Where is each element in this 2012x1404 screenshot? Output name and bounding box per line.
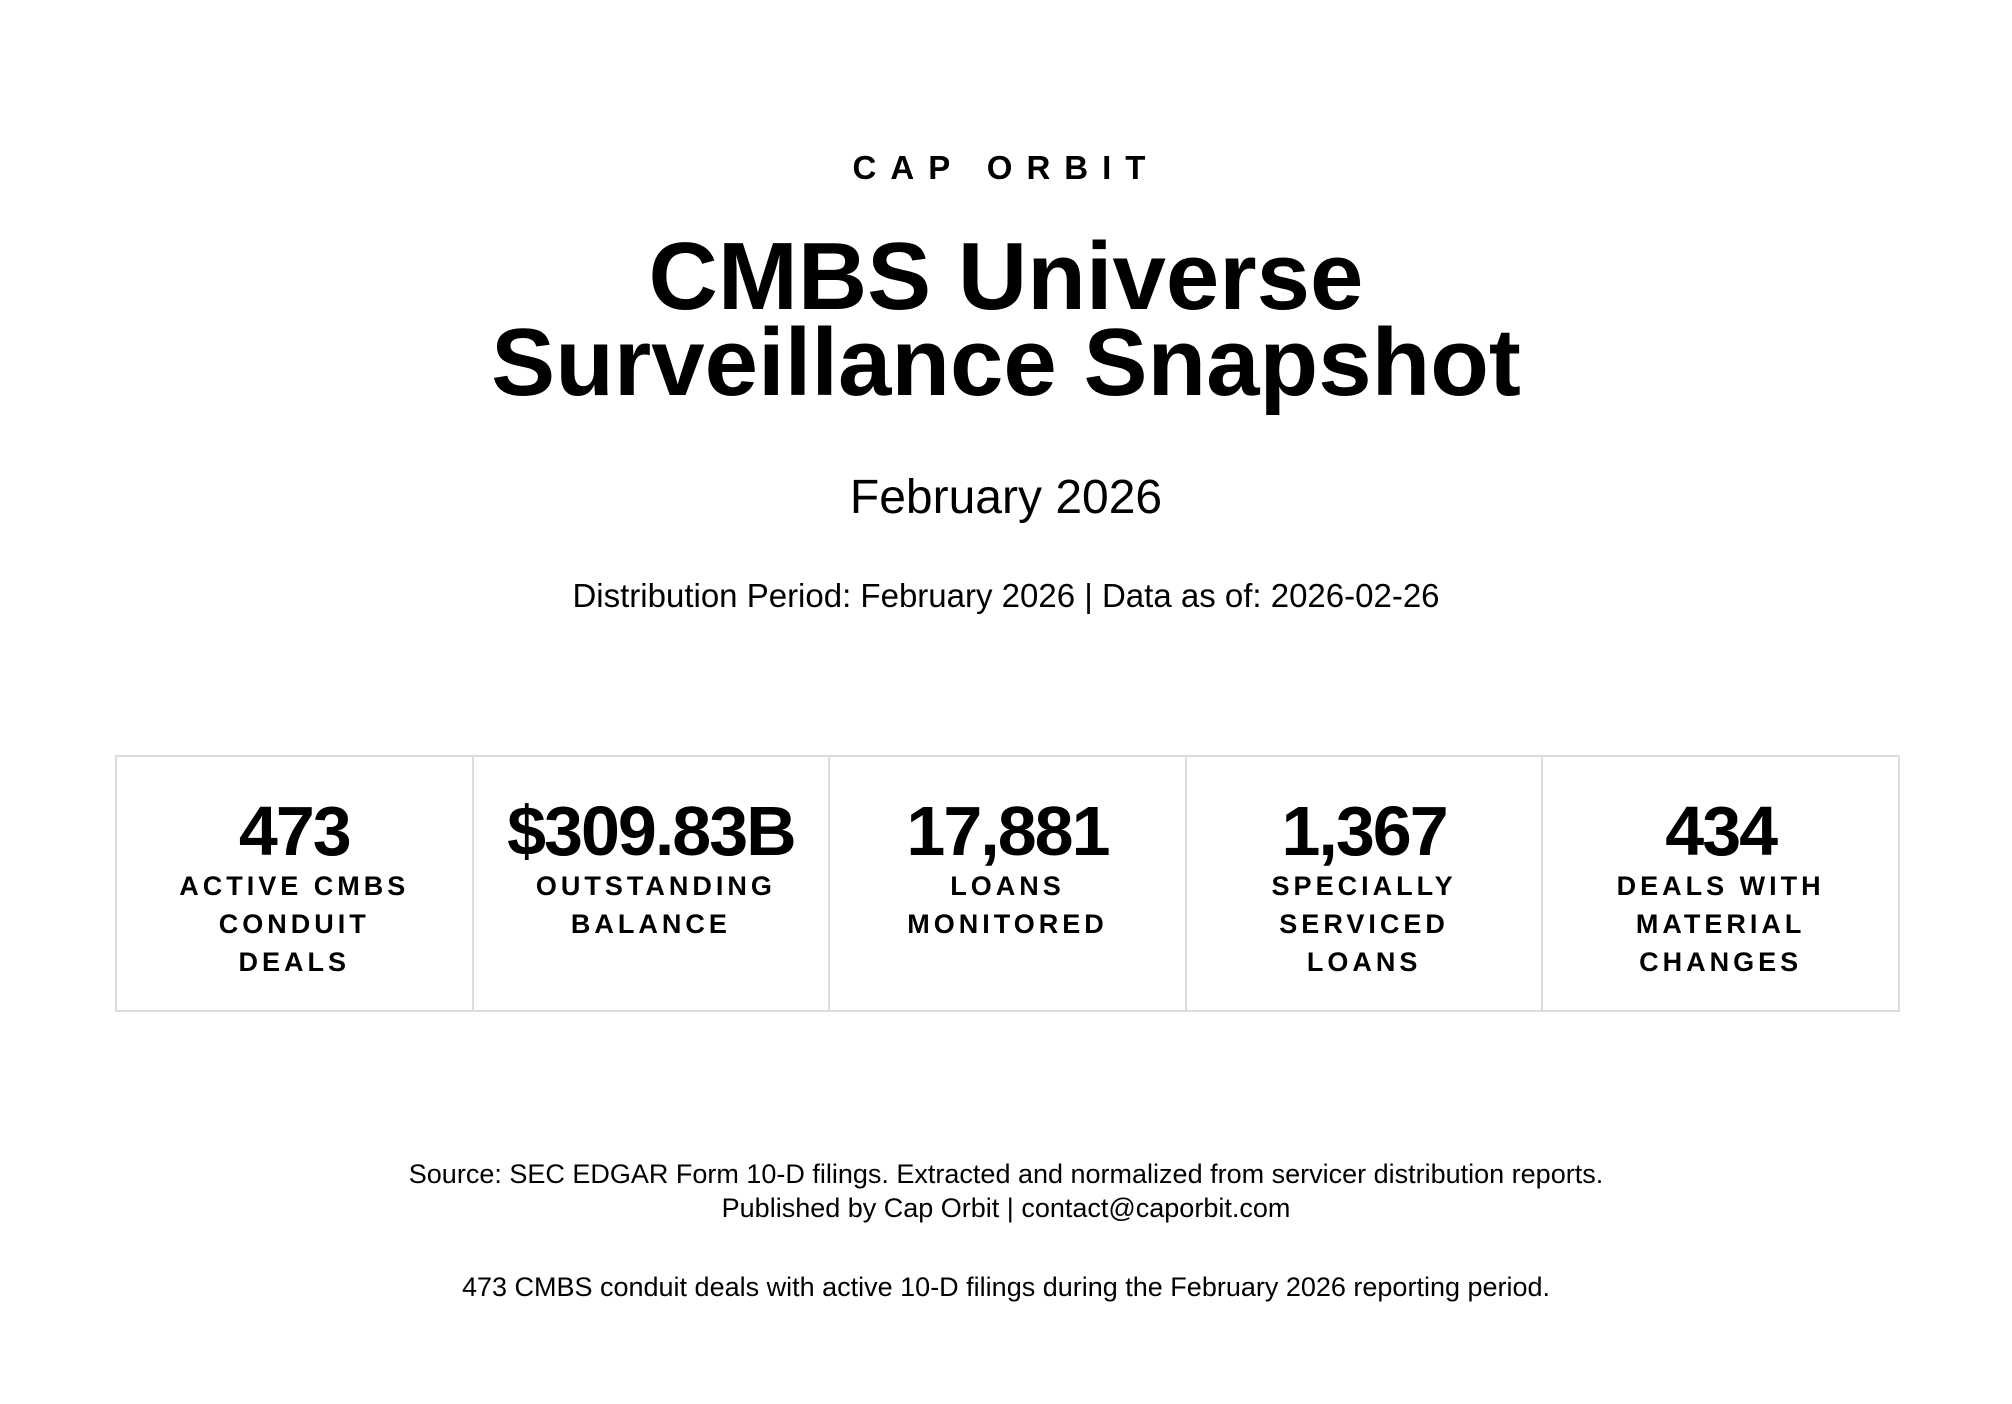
stat-value: 473 [238, 792, 350, 870]
source-line: Source: SEC EDGAR Form 10-D filings. Extracted and normalized from servicer distribution reports. [408, 1159, 1604, 1189]
stat-value: 1,367 [1281, 792, 1447, 870]
summary-footnote: 473 CMBS conduit deals with active 10-D filings during the February 2026 reporting period. [461, 1272, 1551, 1302]
source-note [0, 1157, 2012, 1225]
stats-panel [115, 755, 1900, 1012]
stat-value: $309.83B [507, 792, 795, 870]
stat-value: 434 [1665, 792, 1777, 870]
stat-label: LOANS MONITORED [907, 871, 1108, 939]
stat-label: ACTIVE CMBS CONDUIT DEALS [179, 871, 410, 977]
stat-outstanding-balance [474, 757, 831, 1010]
stat-loans-monitored [830, 757, 1187, 1010]
stat-label: SPECIALLY SERVICED LOANS [1271, 871, 1457, 977]
report-title-line-2: Surveillance Snapshot [491, 309, 1521, 416]
report-title [0, 223, 2012, 416]
publisher-line: Published by Cap Orbit | contact@caporbit.com [721, 1193, 1291, 1223]
brand-name: CAP ORBIT [852, 149, 1160, 186]
report-title-line-1: CMBS Universe [648, 223, 1364, 330]
stat-active-deals [117, 757, 474, 1010]
stat-value: 17,881 [906, 792, 1109, 870]
stat-label: OUTSTANDING BALANCE [535, 871, 776, 939]
distribution-period: Distribution Period: February 2026 | Data as of: 2026-02-26 [572, 577, 1440, 614]
stat-material-changes [1543, 757, 1898, 1010]
stat-label: DEALS WITH MATERIAL CHANGES [1616, 871, 1825, 977]
stat-specially-serviced [1187, 757, 1544, 1010]
report-month: February 2026 [849, 471, 1163, 524]
